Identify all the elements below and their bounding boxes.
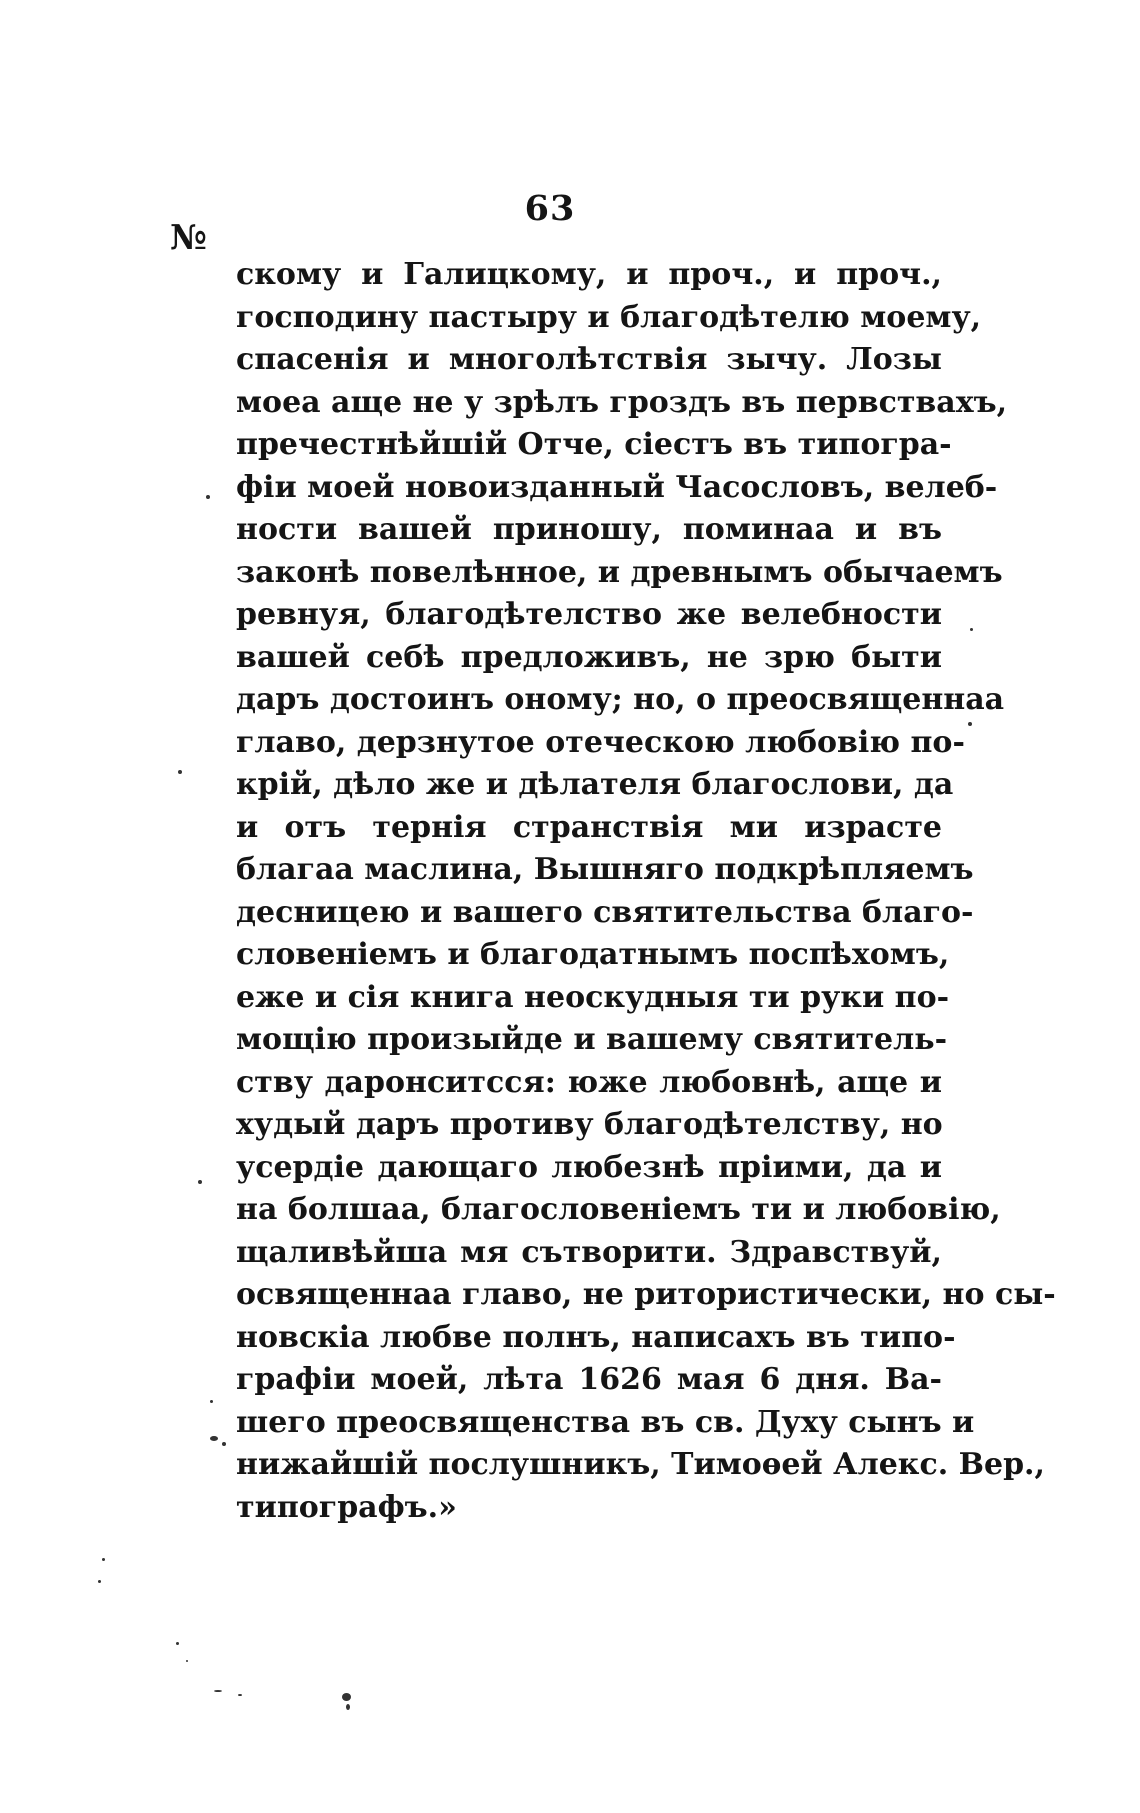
scan-speck xyxy=(206,495,210,499)
scan-speck xyxy=(198,1180,202,1184)
text-line: типографъ.» xyxy=(236,1489,457,1525)
scan-speck xyxy=(346,1704,350,1710)
text-line: худый даръ противу благодѣтелству, но xyxy=(236,1107,943,1142)
text-line: освященнаа главо, не ритористически, но сы- xyxy=(236,1277,1056,1312)
text-line: шего преосвященства въ св. Духу сынъ и xyxy=(236,1404,975,1440)
text-line: моеа аще не у зрѣлъ гроздъ въ первствахъ, xyxy=(236,384,1008,420)
text-line: ству даронситсся: юже любовнѣ, аще и xyxy=(236,1064,942,1100)
text-line: спасенія и многолѣтствія зычу. Лозы xyxy=(236,342,942,377)
body-text xyxy=(236,254,1056,1529)
scan-speck xyxy=(176,1642,179,1645)
text-line: вашей себѣ предложивъ, не зрю быти xyxy=(236,639,942,675)
text-line: даръ достоинъ оному; но, о преосвященнаа xyxy=(236,682,1005,717)
text-line: благаа маслина, Вышняго подкрѣпляемъ xyxy=(236,852,974,887)
text-line: нижайшій послушникъ, Тимоѳей Алекс. Вер., xyxy=(236,1447,1045,1482)
scan-speck xyxy=(98,1580,101,1583)
marginal-numero-mark: № xyxy=(170,218,207,258)
page-number: 63 xyxy=(524,188,576,229)
text-line: щаливѣйша мя сътворити. Здравствуй, xyxy=(236,1234,942,1270)
text-line: мощію произыйде и вашему святитель- xyxy=(236,1022,948,1057)
scan-speck xyxy=(342,1693,351,1701)
text-line: усердіе дающаго любезнѣ пріими, да и xyxy=(236,1149,942,1185)
text-line: десницею и вашего святительства благо- xyxy=(236,894,974,930)
text-line: фіи моей новоизданный Часословъ, велеб- xyxy=(236,469,998,505)
text-line: на болшаа, благословеніемъ ти и любовію, xyxy=(236,1192,1001,1227)
text-line: господину пастыру и благодѣтелю моему, xyxy=(236,299,982,335)
text-line: графіи моей, лѣта 1626 мая 6 дня. Ва- xyxy=(236,1362,942,1397)
text-line: и отъ тернія странствія ми израсте xyxy=(236,809,942,845)
text-line: ревнуя, благодѣтелство же велебности xyxy=(236,597,942,632)
scan-speck xyxy=(178,770,182,774)
text-line: ности вашей приношу, поминаа и въ xyxy=(236,512,942,547)
text-line: скому и Галицкому, и проч., и проч., xyxy=(236,257,942,292)
scan-speck xyxy=(222,1442,226,1446)
scan-speck xyxy=(210,1436,218,1441)
text-line: новскіа любве полнъ, написахъ въ типо- xyxy=(236,1319,956,1355)
text-line: законѣ повелѣнное, и древнымъ обычаемъ xyxy=(236,554,1003,590)
text-line: главо, дерзнутое отеческою любовію по- xyxy=(236,724,965,760)
scan-speck xyxy=(970,628,973,631)
scan-speck xyxy=(238,1694,242,1696)
scan-speck xyxy=(214,1690,222,1692)
text-line: пречестнѣйшій Отче, сіестъ въ типогра- xyxy=(236,427,952,462)
scan-speck xyxy=(186,1660,188,1662)
scan-speck xyxy=(102,1558,105,1561)
text-line: крій, дѣло же и дѣлателя благослови, да xyxy=(236,767,954,802)
text-line: еже и сія книга неоскудныя ти руки по- xyxy=(236,979,950,1015)
scan-speck xyxy=(210,1400,213,1403)
text-line: словеніемъ и благодатнымъ поспѣхомъ, xyxy=(236,937,950,972)
scan-speck xyxy=(968,722,972,726)
